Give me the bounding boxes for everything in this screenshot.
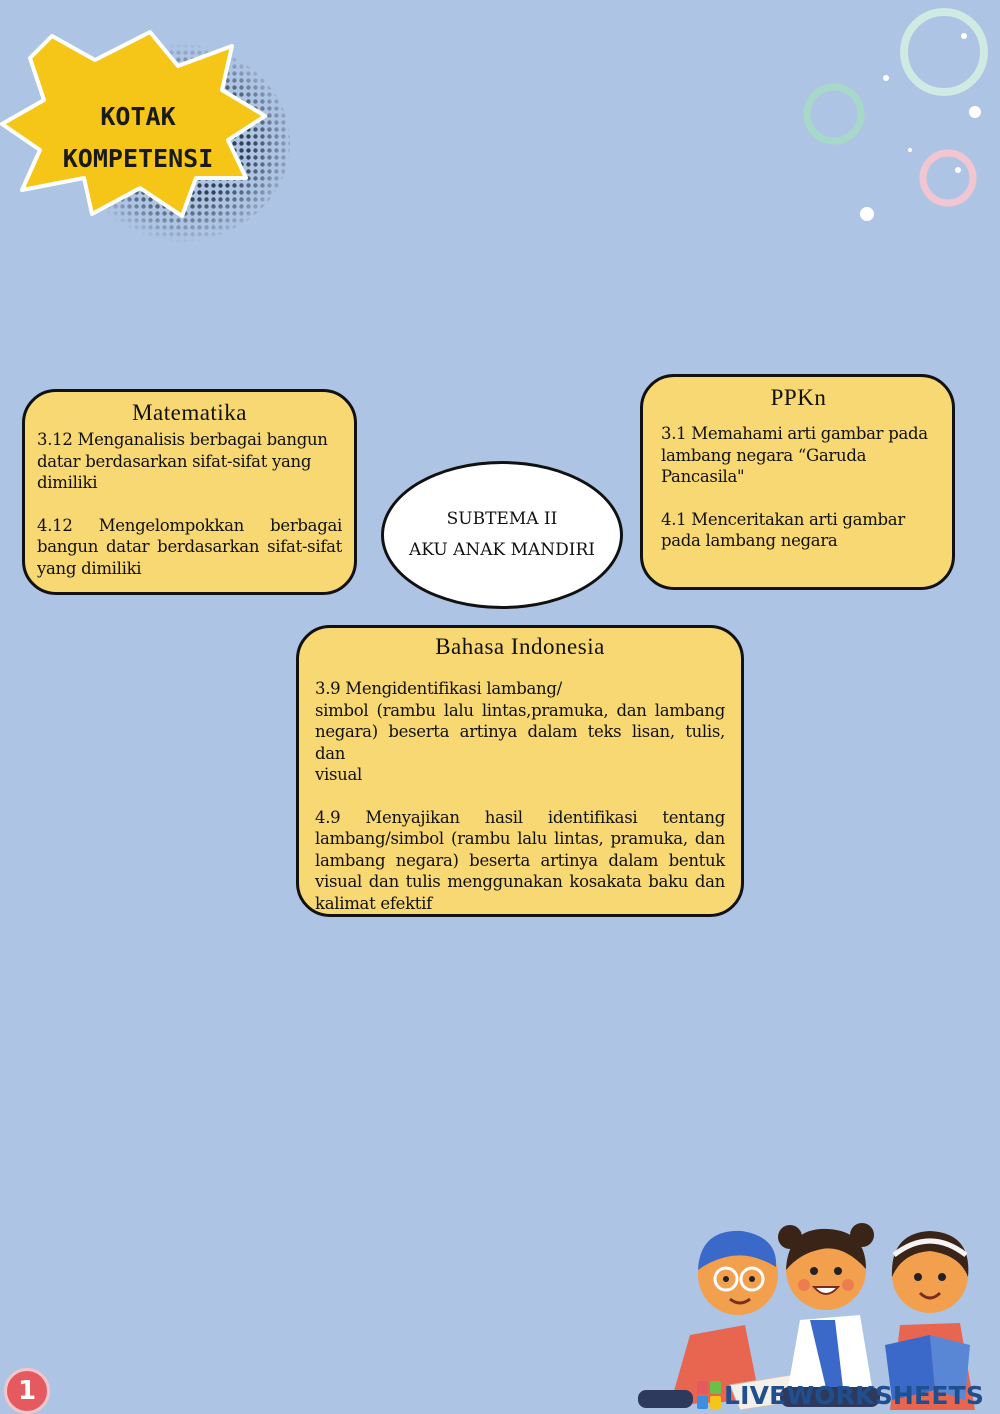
decorative-bubbles	[790, 0, 1000, 240]
card-body-bahasa-indonesia	[315, 678, 725, 914]
kd-3-9	[315, 678, 725, 786]
kd-3-9-line-3: visual	[315, 765, 363, 784]
title-burst	[0, 28, 290, 243]
kd-3-12: 3.12 Menganalisis berbagai bangun datar berdasarkan sifat-sifat yang dimiliki	[37, 430, 328, 492]
subtheme-label: SUBTEMA II	[446, 509, 558, 529]
card-matematika	[22, 389, 357, 595]
card-ppkn	[640, 374, 955, 590]
card-title-bahasa-indonesia: Bahasa Indonesia	[435, 634, 605, 659]
kd-4-9: 4.9 Menyajikan hasil identifikasi tentang lambang/simbol (rambu lalu lintas, pramuka, dan lambang negara) beserta artinya dalam bentuk visual dan tulis menggunakan kosakata baku dan kalimat efektif	[315, 807, 725, 913]
subtheme-oval	[381, 461, 623, 609]
title-line-1: KOTAK	[100, 102, 176, 131]
kd-3-9-line-2: simbol (rambu lalu lintas,pramuka, dan lambang negara) beserta artinya dalam teks lisan, tulis, dan	[315, 700, 725, 763]
page-number-badge: 1	[4, 1368, 50, 1414]
title-line-2: KOMPETENSI	[62, 144, 214, 173]
kd-3-1: 3.1 Memahami arti gambar pada lambang negara “Garuda Pancasila"	[661, 424, 928, 486]
card-bahasa-indonesia	[296, 625, 744, 917]
kd-4-12: 4.12 Mengelompokkan berbagai bangun datar berdasarkan sifat-sifat yang dimiliki	[37, 515, 342, 578]
card-title-matematika: Matematika	[132, 400, 247, 425]
liveworksheets-logo-icon	[697, 1381, 721, 1409]
card-body-matematika	[37, 429, 342, 579]
card-body-ppkn	[661, 423, 936, 552]
card-title-ppkn: PPKn	[770, 385, 827, 410]
watermark-text: LIVEWORKSHEETS	[724, 1380, 985, 1410]
subtheme-title: AKU ANAK MANDIRI	[408, 540, 596, 560]
title-text	[38, 96, 238, 180]
kd-3-9-line-1: 3.9 Mengidentifikasi lambang/	[315, 679, 562, 698]
liveworksheets-watermark	[697, 1378, 984, 1412]
kd-4-1: 4.1 Menceritakan arti gambar pada lambang negara	[661, 509, 905, 550]
